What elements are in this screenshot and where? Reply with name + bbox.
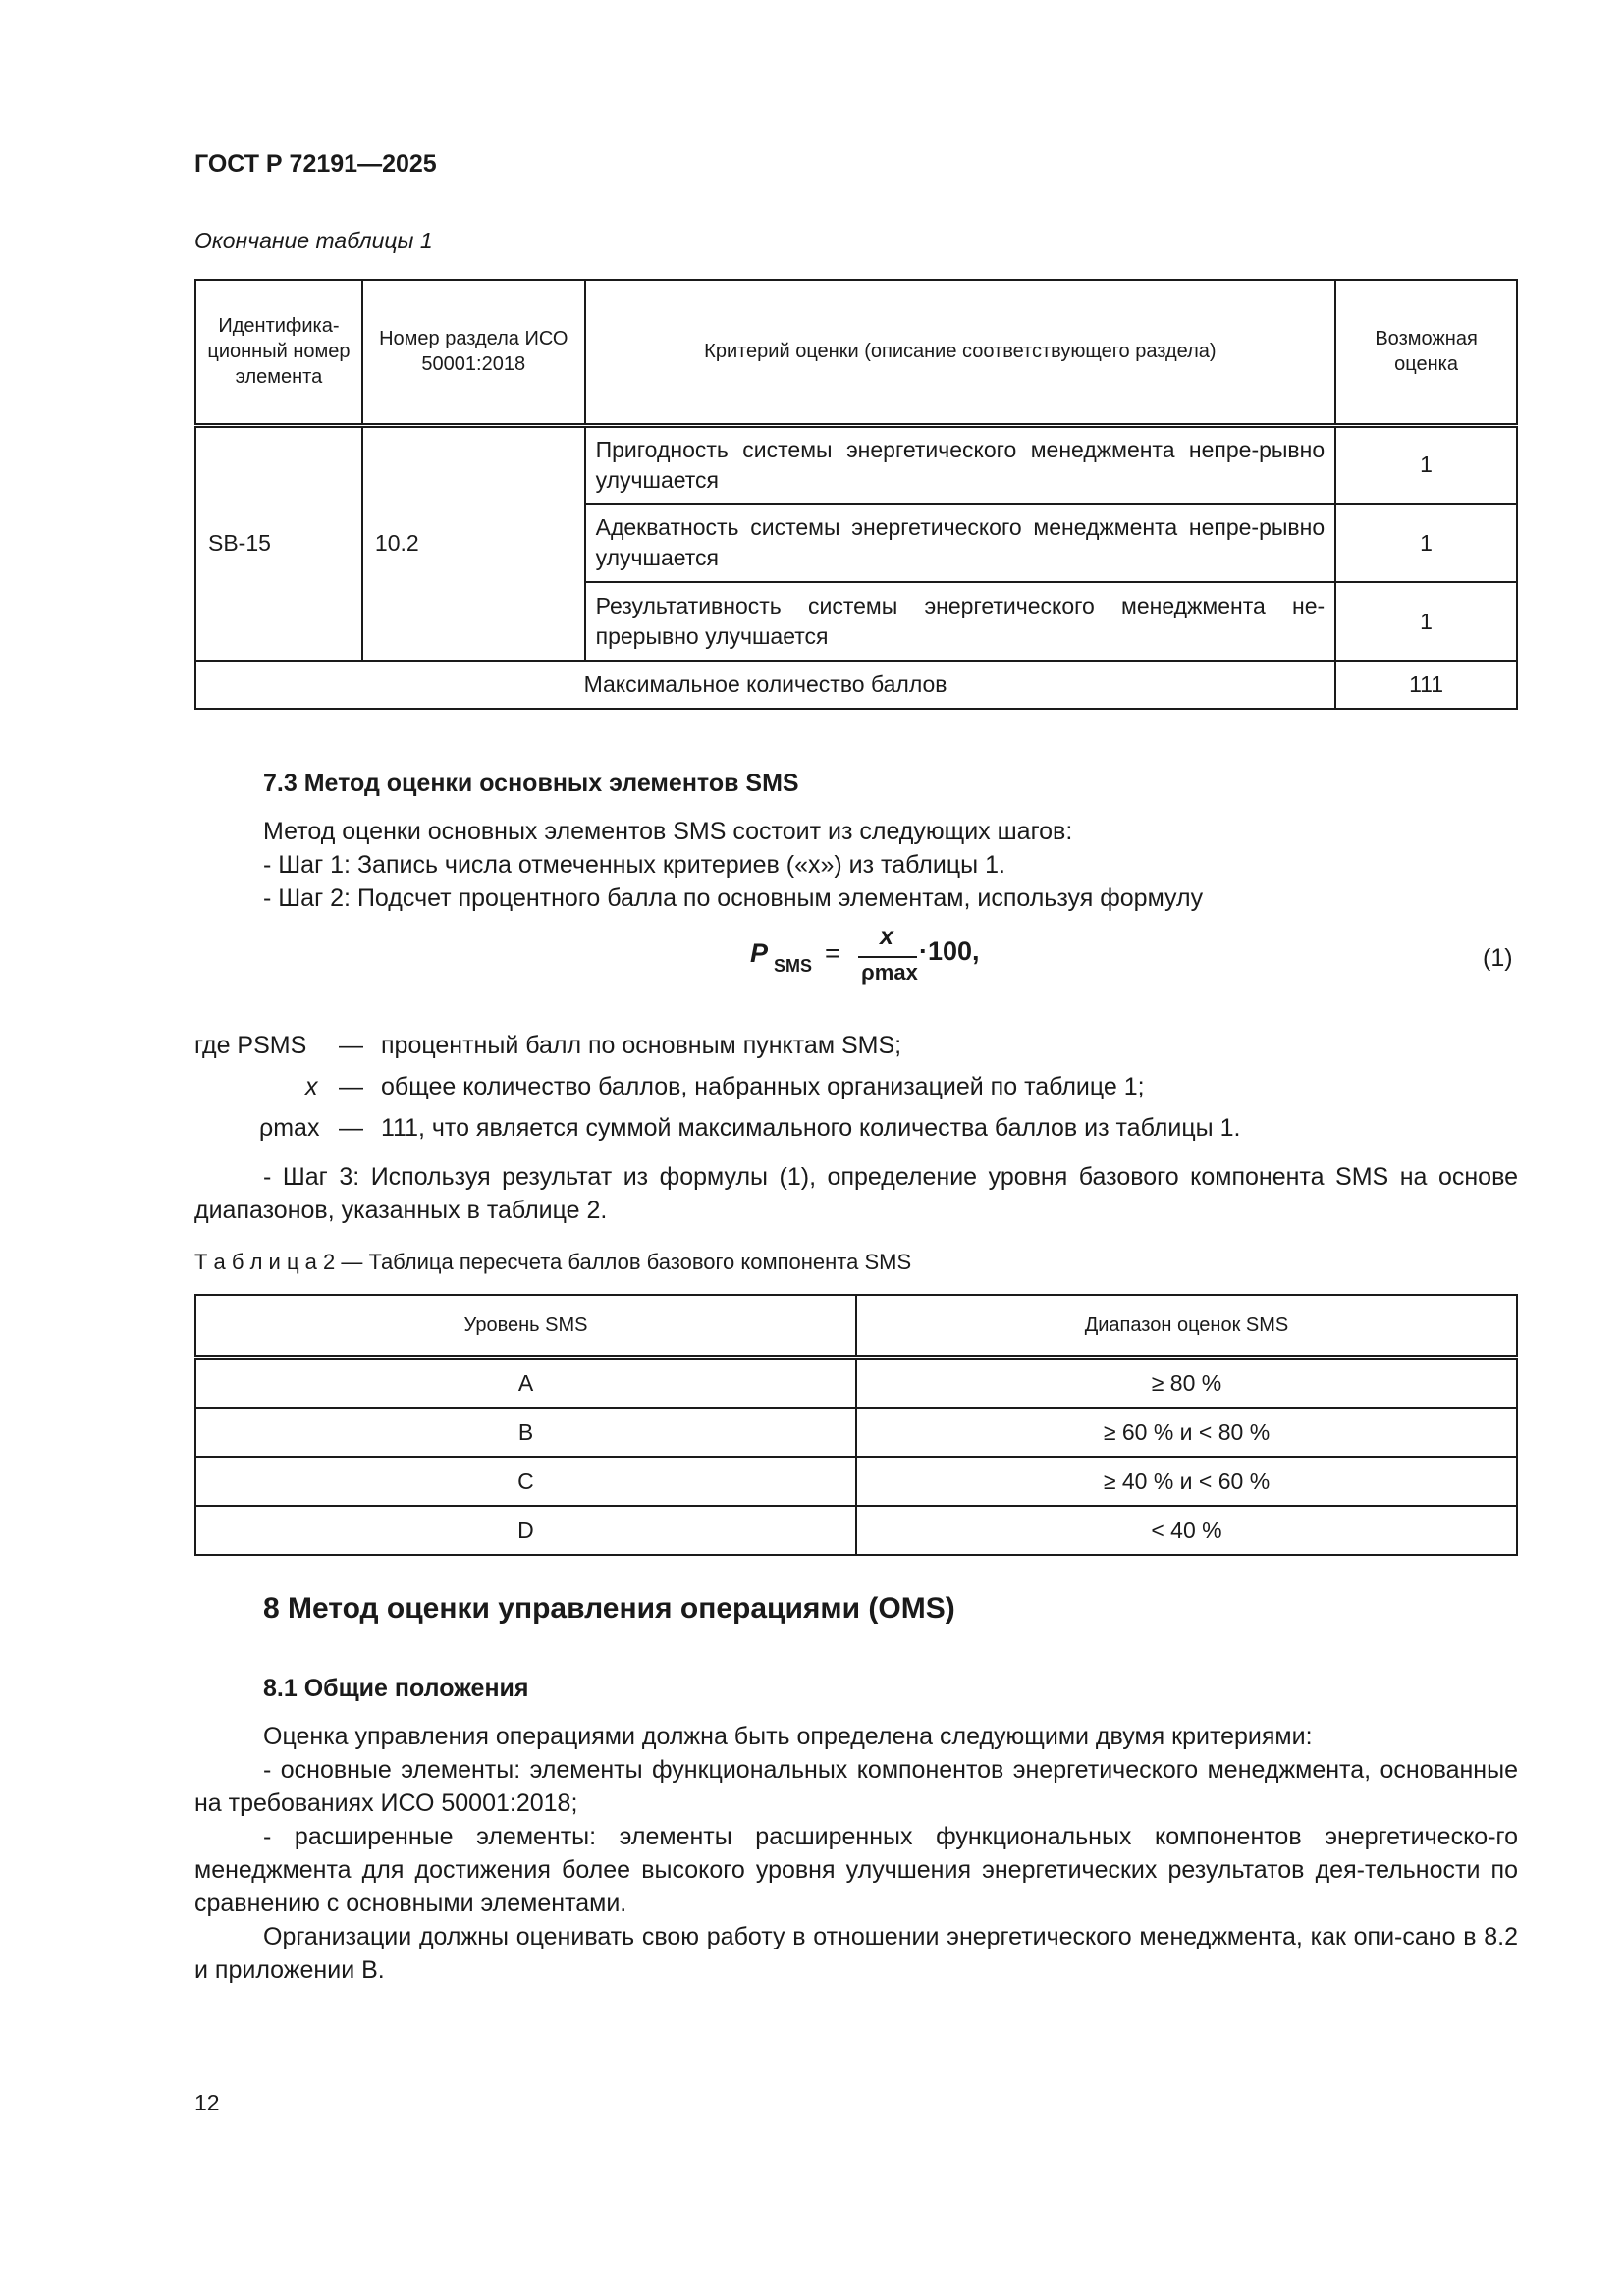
table2-caption-text: — Таблица пересчета баллов базового компонента SMS [335,1250,912,1274]
where-text: 111, что является суммой максимального количества баллов из таблицы 1. [381,1114,1241,1142]
section-8-bullet-2: - расширенные элементы: элементы расширенных функциональных компонентов энергетическо-го менеджмента для достижения более высокого уровня улучшения энергетических результатов дея-тельности по сравнению с основными элементами. [194,1823,1518,1917]
range-cell: < 40 % [856,1506,1517,1555]
criterion-cell: Пригодность системы энергетического менеджмента непре-рывно улучшается [585,425,1336,504]
section-number-cell: 10.2 [362,425,585,661]
formula-numerator: x [880,923,893,950]
formula-denominator: ρmax [861,960,918,985]
formula-number: (1) [1483,944,1513,972]
formula-1 [746,921,982,997]
range-cell: ≥ 40 % и < 60 % [856,1457,1517,1506]
where-text: общее количество баллов, набранных организацией по таблице 1; [381,1073,1145,1100]
where-symbol: x [305,1073,318,1100]
formula-lhs-subscript: SMS [774,956,813,976]
table1-header-section: Номер раздела ИСО 50001:2018 [362,280,585,425]
range-cell: ≥ 60 % и < 80 % [856,1408,1517,1457]
score-cell: 1 [1335,582,1517,661]
where-symbol: ρmax [259,1114,320,1142]
table1 [194,279,1518,710]
table1-header-criterion: Критерий оценки (описание соответствующего раздела) [585,280,1336,425]
table1-caption: Окончание таблицы 1 [194,228,433,253]
where-dash: — [339,1114,363,1142]
table2-header-range: Диапазон оценок SMS [856,1295,1517,1358]
max-score-label: Максимальное количество баллов [195,661,1335,709]
page-number: 12 [194,2090,220,2115]
table2-caption [194,1250,911,1275]
section-8-title: 8 Метод оценки управления операциями (OMS) [263,1592,955,1625]
table-row-total [195,661,1517,709]
section-8-bullet-1: - основные элементы: элементы функциональных компонентов энергетического менеджмента, основанные на требованиях ИСО 50001:2018; [194,1756,1518,1817]
element-id-cell: SB-15 [195,425,362,661]
formula-multiplier: ·100, [919,936,980,966]
where-text: процентный балл по основным пунктам SMS; [381,1032,902,1059]
section-8-closing: Организации должны оценивать свою работу в отношении энергетического менеджмента, как опи-сано в 8.2 и приложении В. [194,1923,1518,1984]
criterion-cell: Адекватность системы энергетического менеджмента непре-рывно улучшается [585,504,1336,582]
table-row [195,1408,1517,1457]
table1-header-id: Идентифика-ционный номер элемента [195,280,362,425]
section-7-3-title: 7.3 Метод оценки основных элементов SMS [263,770,799,797]
section-8-intro: Оценка управления операциями должна быть определена следующими двумя критериями: [263,1723,1313,1750]
step-2: - Шаг 2: Подсчет процентного балла по основным элементам, используя формулу [263,884,1204,912]
table2 [194,1294,1518,1556]
level-cell: D [195,1506,856,1555]
formula-lhs: P [750,938,769,968]
criterion-cell: Результативность системы энергетического менеджмента не-прерывно улучшается [585,582,1336,661]
score-cell: 1 [1335,504,1517,582]
table2-header-level: Уровень SMS [195,1295,856,1358]
table-row [195,425,1517,504]
where-dash: — [339,1073,363,1100]
section-7-3-intro: Метод оценки основных элементов SMS состоит из следующих шагов: [263,818,1073,845]
step-3: - Шаг 3: Используя результат из формулы (1), определение уровня базового компонента SMS на основе диапазонов, указанных в таблице 2. [194,1163,1518,1224]
level-cell: B [195,1408,856,1457]
where-dash: — [339,1032,363,1059]
level-cell: A [195,1358,856,1409]
table-row [195,1358,1517,1409]
section-8-1-title: 8.1 Общие положения [263,1675,529,1702]
max-score-value: 111 [1335,661,1517,709]
table2-caption-prefix: Т а б л и ц а 2 [194,1250,336,1274]
where-symbol: где PSMS [194,1032,307,1059]
fraction-line [858,956,917,958]
table-row [195,1506,1517,1555]
document-header: ГОСТ Р 72191—2025 [194,150,437,178]
range-cell: ≥ 80 % [856,1358,1517,1409]
table1-header-score: Возможная оценка [1335,280,1517,425]
table-row [195,1457,1517,1506]
level-cell: C [195,1457,856,1506]
formula-equals: = [825,938,840,968]
step-1: - Шаг 1: Запись числа отмеченных критериев («x») из таблицы 1. [263,851,1005,879]
score-cell: 1 [1335,425,1517,504]
